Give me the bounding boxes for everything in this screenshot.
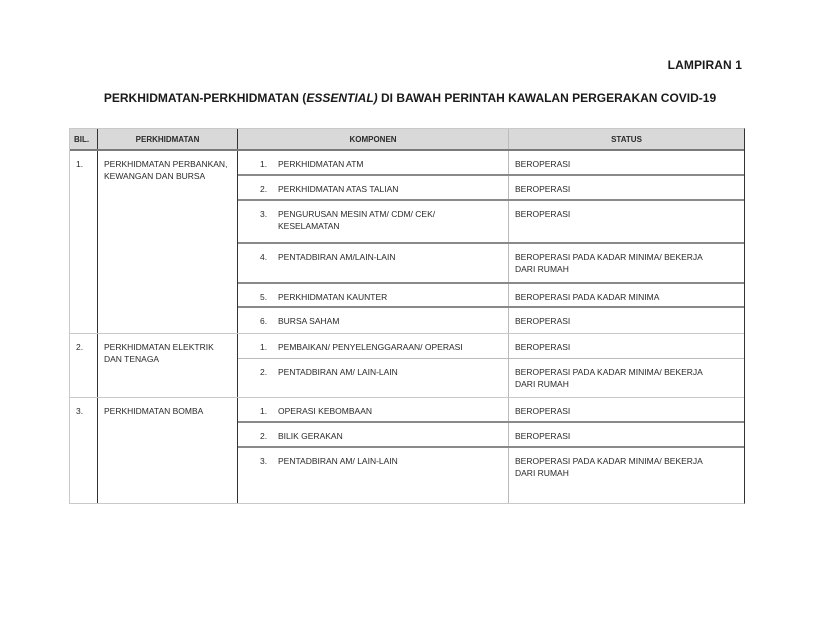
component-status: BEROPERASI PADA KADAR MINIMA [515, 292, 660, 302]
component-name: BURSA SAHAM [278, 316, 340, 326]
component-name: PENGURUSAN MESIN ATM/ CDM/ CEK/ KESELAMATAN [278, 209, 436, 231]
component-status: BEROPERASI [515, 316, 571, 326]
component-status: BEROPERASI [515, 209, 571, 219]
component-name: OPERASI KEBOMBAAN [278, 406, 372, 416]
component-row [238, 244, 744, 284]
component-list [238, 398, 744, 503]
component-row [238, 398, 744, 423]
header-perkhidmatan: PERKHIDMATAN [98, 129, 238, 149]
component-number: 3. [260, 209, 268, 219]
component-status: BEROPERASI [515, 431, 571, 441]
component-list [238, 334, 744, 397]
header-status: STATUS [611, 134, 642, 144]
component-row [238, 176, 744, 201]
title-suffix: DI BAWAH PERINTAH KAWALAN PERGERAKAN COVID-19 [377, 91, 717, 105]
component-name: PERKHIDMATAN KAUNTER [278, 292, 388, 302]
table-group-row [70, 151, 744, 334]
component-status: BEROPERASI [515, 406, 571, 416]
group-service: PERKHIDMATAN BOMBA [98, 398, 238, 503]
component-number: 2. [260, 431, 268, 441]
title-italic: ESSENTIAL) [306, 91, 378, 105]
group-bil: 2. [70, 334, 98, 397]
component-row [238, 151, 744, 176]
component-number: 6. [260, 316, 268, 326]
component-number: 3. [260, 456, 268, 466]
title-prefix: PERKHIDMATAN-PERKHIDMATAN ( [103, 91, 307, 105]
component-name: PEMBAIKAN/ PENYELENGGARAAN/ OPERASI [278, 342, 463, 352]
component-row [238, 284, 744, 308]
component-number: 1. [260, 342, 268, 352]
group-service: PERKHIDMATAN PERBANKAN, KEWANGAN DAN BURSA [98, 151, 238, 333]
group-service: PERKHIDMATAN ELEKTRIK DAN TENAGA [98, 334, 238, 397]
component-number: 1. [260, 406, 268, 416]
component-row [238, 201, 744, 244]
component-status: BEROPERASI PADA KADAR MINIMA/ BEKERJA DARI RUMAH [515, 367, 703, 389]
component-status: BEROPERASI PADA KADAR MINIMA/ BEKERJA DARI RUMAH [515, 252, 703, 274]
component-status: BEROPERASI [515, 184, 571, 194]
table-group-row [70, 398, 744, 503]
group-bil: 3. [70, 398, 98, 503]
component-number: 2. [260, 367, 268, 377]
document-title [0, 91, 820, 105]
header-komponen: KOMPONEN [238, 129, 509, 149]
component-name: PERKHIDMATAN ATAS TALIAN [278, 184, 399, 194]
component-row [238, 448, 744, 503]
component-name: PENTADBIRAN AM/ LAIN-LAIN [278, 367, 398, 377]
component-number: 2. [260, 184, 268, 194]
component-list [238, 151, 744, 333]
table-header-row [70, 129, 744, 151]
annex-label: LAMPIRAN 1 [667, 58, 742, 72]
component-status: BEROPERASI [515, 342, 571, 352]
component-status: BEROPERASI [515, 159, 571, 169]
component-number: 5. [260, 292, 268, 302]
component-row [238, 423, 744, 448]
component-number: 4. [260, 252, 268, 262]
component-row [238, 308, 744, 333]
component-row [238, 334, 744, 359]
header-bil: BIL. [70, 129, 98, 149]
component-status: BEROPERASI PADA KADAR MINIMA/ BEKERJA DARI RUMAH [515, 456, 703, 478]
component-name: PENTADBIRAN AM/LAIN-LAIN [278, 252, 396, 262]
component-row [238, 359, 744, 397]
component-name: BILIK GERAKAN [278, 431, 343, 441]
component-name: PENTADBIRAN AM/ LAIN-LAIN [278, 456, 398, 466]
group-bil: 1. [70, 151, 98, 333]
component-number: 1. [260, 159, 268, 169]
table-group-row [70, 334, 744, 398]
component-name: PERKHIDMATAN ATM [278, 159, 364, 169]
essential-services-table [69, 128, 745, 504]
